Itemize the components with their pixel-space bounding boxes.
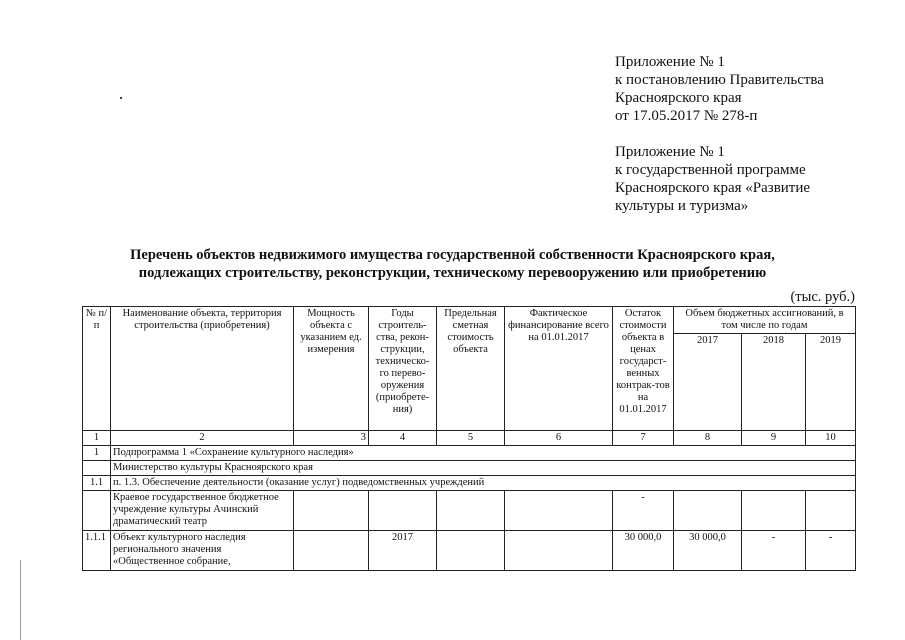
budget-2018: - [742, 531, 806, 571]
col-number: 2 [111, 431, 294, 446]
table-row [83, 476, 856, 491]
table-row [83, 446, 856, 461]
header-year-2019: 2019 [806, 334, 856, 431]
header-remaining-cost: Остаток стоимости объекта в ценах государст-венных контрак-тов на 01.01.2017 [613, 307, 674, 431]
header-year-2017: 2017 [674, 334, 742, 431]
appendix-line: Красноярского края [615, 90, 742, 106]
row-num: 1 [83, 446, 111, 461]
appendix-line: Приложение № 1 [615, 54, 725, 70]
appendix-line: культуры и туризма» [615, 198, 749, 214]
column-number-row [83, 431, 856, 446]
appendix-line: от 17.05.2017 № 278-п [615, 108, 758, 124]
table-row [83, 531, 856, 571]
header-actual-financing: Фактическое финансирование всего на 01.01.2017 [505, 307, 613, 431]
header-budget: Объем бюджетных ассигнований, в том числе по годам [674, 307, 856, 334]
budget-2019: - [806, 531, 856, 571]
col-number: 8 [674, 431, 742, 446]
header-name: Наименование объекта, территория строительства (приобретения) [111, 307, 294, 431]
subprogram-label: Подпрограмма 1 «Сохранение культурного наследия» [111, 446, 856, 461]
title-line: Перечень объектов недвижимого имущества государственной собственности Красноярского края, [130, 247, 775, 263]
header-num: № п/п [83, 307, 111, 431]
remaining-value: 30 000,0 [613, 531, 674, 571]
header-year-2018: 2018 [742, 334, 806, 431]
ministry-label: Министерство культуры Красноярского края [111, 461, 856, 476]
construction-years: 2017 [369, 531, 437, 571]
table-row [83, 461, 856, 476]
col-number: 4 [369, 431, 437, 446]
property-table [82, 306, 856, 571]
header-capacity: Мощность объекта с указанием ед. измерения [294, 307, 369, 431]
col-number: 3 [294, 431, 369, 446]
budget-2017: 30 000,0 [674, 531, 742, 571]
row-num: 1.1.1 [83, 531, 111, 571]
scan-edge-line [20, 560, 21, 640]
col-number: 10 [806, 431, 856, 446]
title-line: подлежащих строительству, реконструкции, техническому перевооружению или приобретению [138, 265, 767, 281]
col-number: 1 [83, 431, 111, 446]
appendix-line: Красноярского края «Развитие [615, 180, 811, 196]
institution-name: Краевое государственное бюджетное учреждение культуры Ачинский драматический театр [111, 491, 294, 531]
object-name: Объект культурного наследия регионального значения «Общественное собрание, [111, 531, 294, 571]
section-label: п. 1.3. Обеспечение деятельности (оказание услуг) подведомственных учреждений [111, 476, 856, 491]
header-limit-cost: Предельная сметная стоимость объекта [437, 307, 505, 431]
header-years: Годы строитель-ства, рекон-струкции, техническо-го перево-оружения (приобрете-ния) [369, 307, 437, 431]
remaining-value: - [613, 491, 674, 531]
appendix-line: Приложение № 1 [615, 144, 725, 160]
col-number: 6 [505, 431, 613, 446]
table-row [83, 491, 856, 531]
appendix-line: к постановлению Правительства [615, 72, 824, 88]
col-number: 7 [613, 431, 674, 446]
col-number: 5 [437, 431, 505, 446]
units-label: (тыс. руб.) [790, 289, 855, 305]
appendix-line: к государственной программе [615, 162, 806, 178]
row-num: 1.1 [83, 476, 111, 491]
col-number: 9 [742, 431, 806, 446]
